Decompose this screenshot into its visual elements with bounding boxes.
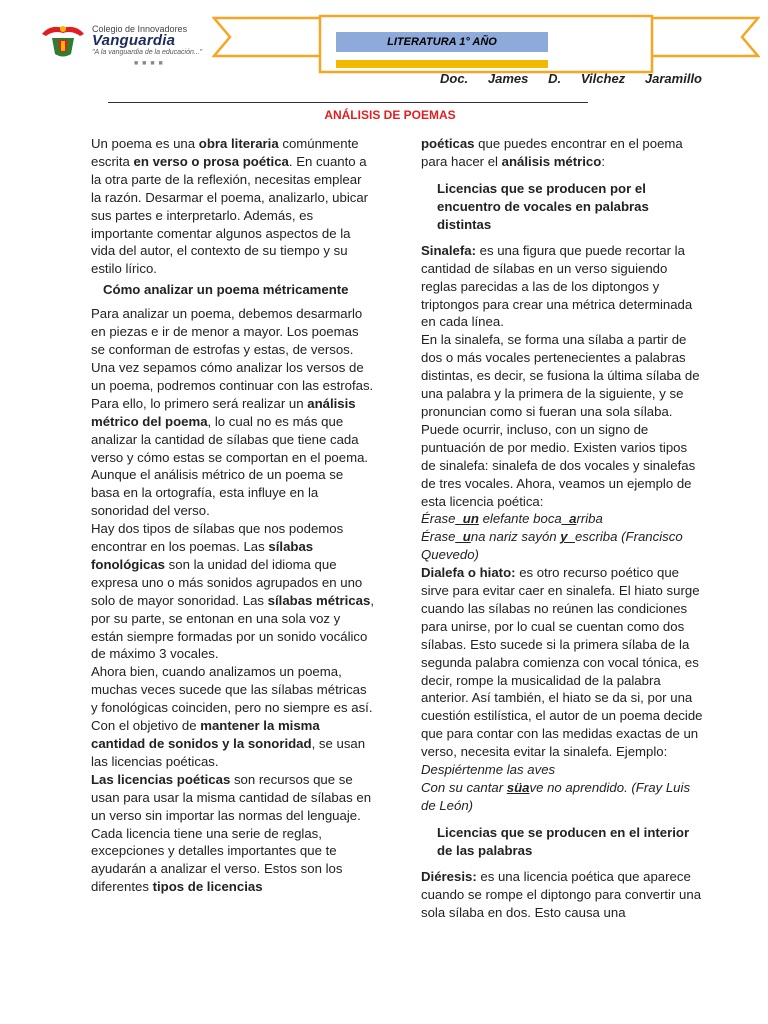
example-line: Érase_una nariz sayón y_escriba (Francisco Quevedo): [421, 529, 683, 563]
paragraph: poéticas que puedes encontrar en el poema para hacer el análisis métrico:: [421, 136, 683, 169]
intro-paragraph: Un poema es una obra literaria comúnmente escrita en verso o prosa poética. En cuanto a la otra parte de la reflexión, necesitas emplear la razón. Desarmar el poema, analizarlo, ubicar sus partes e interpretarlo. Además, es importante comentar algunos aspectos de la vida del autor, el contexto de su tiempo y su estilo lírico.: [91, 136, 369, 277]
paragraph: En la sinalefa, se forma una sílaba a partir de dos o más vocales pertenecientes a palabras distintas, es decir, se fusiona la última sílaba de una palabra y la primera de la siguiente, y se pronuncian como si fueran una sola sílaba. Puede ocurrir, incluso, con un signo de puntuación de por medio. Existen varios tipos de sinalefa: sinalefa de dos vocales y sinalefas de tres vocales. Ahora, veamos un ejemplo de esta licencia poética:: [421, 332, 700, 509]
school-logo: [38, 22, 228, 67]
yellow-accent-bar: [336, 60, 548, 68]
paragraph: Para ello, lo primero será realizar un análisis métrico del poema, lo cual no es más que analizar la cantidad de sílabas que tiene cada verso y cómo estas se comportan en el poema. Aunque el análisis métrico de un poema se basa en la ortografía, esta influye en la sonoridad del verso.: [91, 395, 369, 519]
logo-line1: Colegio de Innovadores: [92, 24, 188, 34]
paragraph: Ahora bien, cuando analizamos un poema, muchas veces sucede que las sílabas métricas y fonológicas coinciden, pero no siempre es así. Con el objetivo de mantener la misma cantidad de sonidos y la sonoridad, se usan las licencias poéticas.: [91, 664, 373, 769]
paragraph: Para analizar un poema, debemos desarmarlo en piezas e ir de menor a mayor. Los poemas se conforman de estrofas y estas, de versos. Una vez sepamos cómo analizar los versos de un poema, podremos continuar con las estrofas.: [91, 306, 374, 393]
paragraph-dieresis: Diéresis: es una licencia poética que aparece cuando se rompe el diptongo para convertir una sola sílaba en dos. Esto causa una: [421, 868, 702, 920]
example-line: Érase_un elefante boca_arriba: [421, 511, 603, 527]
section-heading-vowels: Licencias que se producen por el encuentro de vocales en palabras distintas: [437, 180, 649, 232]
paragraph: Las licencias poéticas son recursos que se usan para usar la misma cantidad de sílabas en un verso sin importar las normas del lenguaje. Cada licencia tiene una serie de reglas, excepciones y detalles importantes que te ayudarán a analizar el verso. Estos son los diferentes tipos de licencias: [91, 771, 372, 895]
page-title: ANÁLISIS DE POEMAS: [324, 108, 456, 122]
teacher-name: Doc. James D. Vilchez Jaramillo: [440, 71, 702, 86]
section-heading-interior: Licencias que se producen en el interior de las palabras: [437, 824, 690, 858]
logo-dots: ■ ■ ■ ■: [134, 60, 164, 67]
course-title: LITERATURA 1° AÑO: [336, 32, 548, 52]
section-heading-metric: Cómo analizar un poema métricamente: [103, 282, 349, 298]
divider-line: [108, 102, 588, 103]
example-line: Con su cantar süave no aprendido. (Fray Luis de León): [421, 780, 691, 813]
paragraph: Hay dos tipos de sílabas que nos podemos encontrar en los poemas. Las sílabas fonológicas son la unidad del idioma que expresa uno o más sonidos agrupados en uno solo de mayor sonoridad. Las sílabas métricas, por su parte, se entonan en una sola voz y están siempre formadas por un sonido vocálico de máximo 3 vocales.: [91, 521, 374, 662]
example-line: Despiértenme las aves: [421, 762, 556, 778]
logo-line2: Vanguardia: [92, 32, 176, 49]
school-emblem-icon: [38, 22, 88, 60]
paragraph-sinalefa: Sinalefa: es una figura que puede recortar la cantidad de sílabas en un verso siguiendo reglas parecidas a las de los diptongos y triptongos para crear una métrica determinada en cada línea.: [421, 242, 693, 330]
logo-tagline: "A la vanguardia de la educación...": [92, 49, 203, 56]
paragraph-dialefa: Dialefa o hiato: es otro recurso poético que sirve para evitar caer en sinalefa. El hiato surge cuando las sílabas no reúnen las condiciones para unirse, por lo cual se cuentan como dos sílabas. Esto sucede si la primera sílaba de la segunda palabra comienza con vocal tónica, es decir, rompe la musicalidad de la palabra anterior. Así también, el hiato se da si, por una cuestión estilística, el autor de un poema decide que para contar con las medidas exactas de un verso, necesita evitar la sinalefa. Ejemplo:: [421, 565, 703, 760]
right-column: [421, 135, 705, 922]
left-column: [91, 135, 375, 896]
